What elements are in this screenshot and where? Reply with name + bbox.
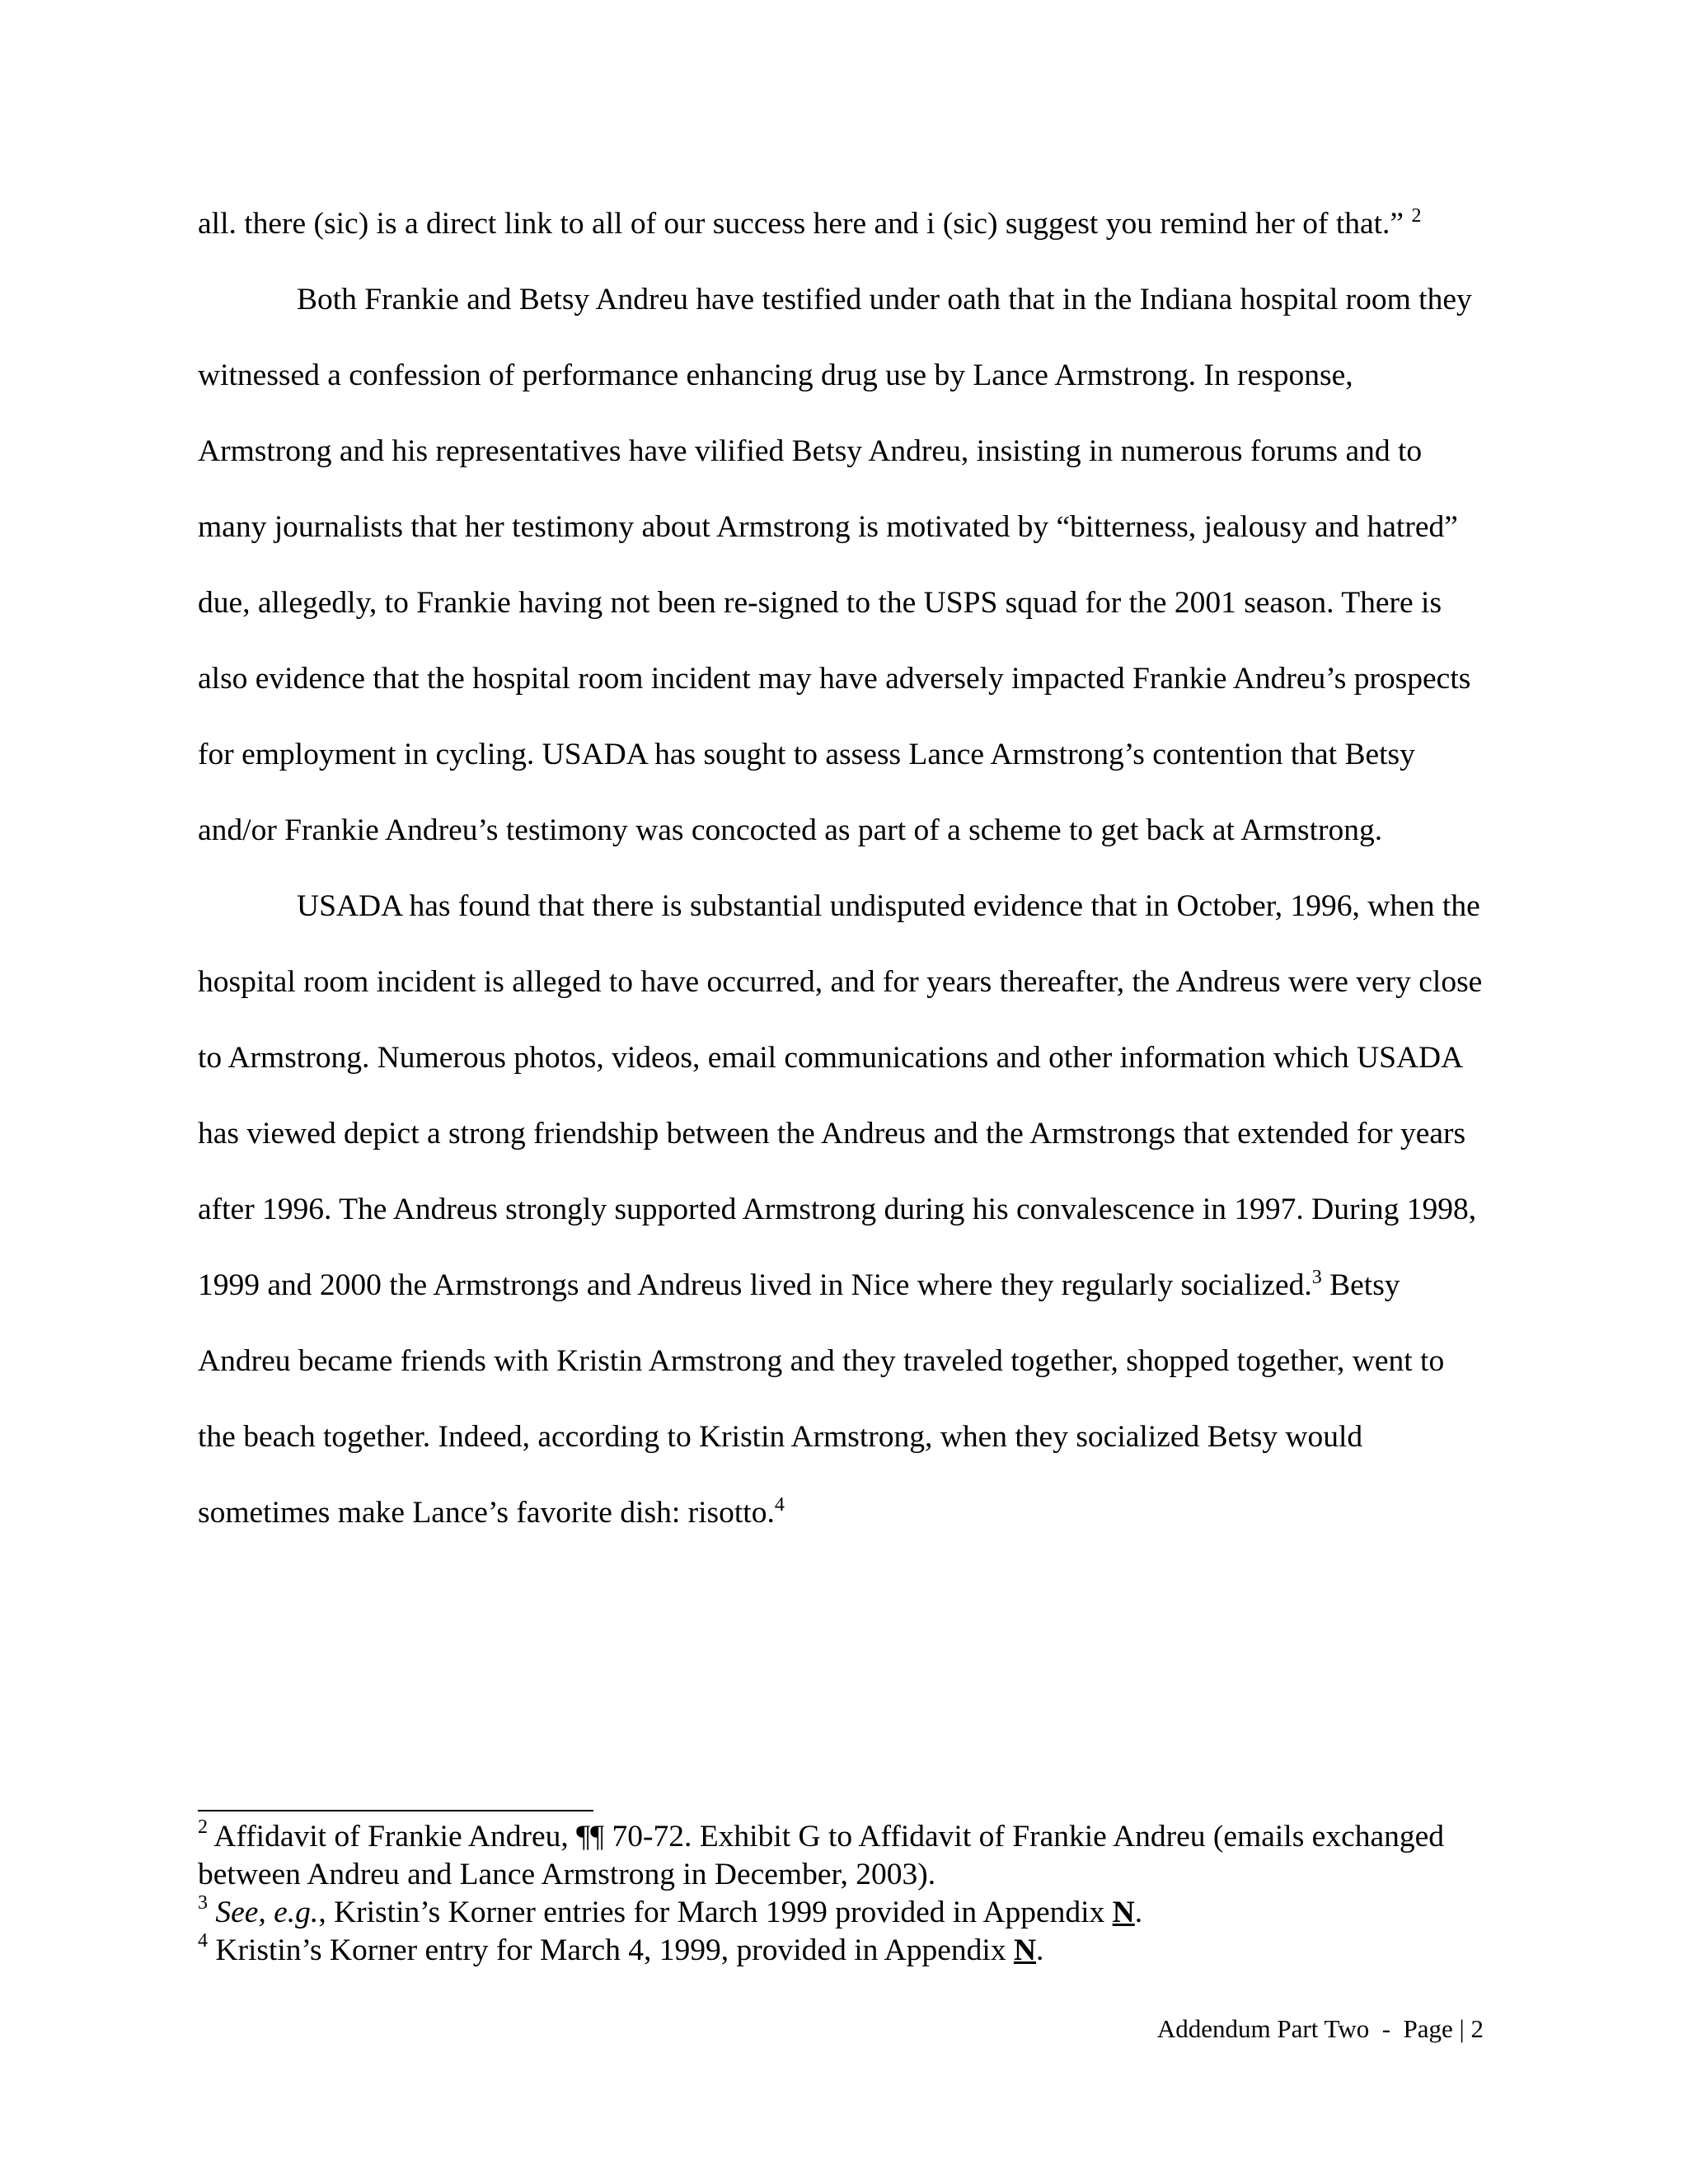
footnote-4	[198, 1932, 1484, 1970]
page-footer: Addendum Part Two - Page | 2	[1156, 2014, 1484, 2043]
footnote-text: Affidavit of Frankie Andreu, ¶¶ 70-72. Exhibit G to Affidavit of Frankie Andreu (emails exchanged between Andreu and Lance Armstrong in December, 2003).	[198, 1820, 1444, 1891]
paragraph-text: USADA has found that there is substantial undisputed evidence that in October, 1996, when the hospital room incident is alleged to have occurred, and for years thereafter, the Andreus were very close to Armstrong. Numerous photos, videos, email communications and other information which USADA has viewed depict a strong friendship between the Andreus and the Armstrongs that extended for years after 1996. The Andreus strongly supported Armstrong during his convalescence in 1997. During 1998, 1999 and 2000 the Armstrongs and Andreus lived in Nice where they regularly socialized.	[198, 889, 1483, 1302]
paragraph-testimony: Both Frankie and Betsy Andreu have testified under oath that in the Indiana hospital room they witnessed a confession of performance enhancing drug use by Lance Armstrong. In response, Armstrong and his representatives have vilified Betsy Andreu, insisting in numerous forums and to many journalists that her testimony about Armstrong is motivated by “bitterness, jealousy and hatred” due, allegedly, to Frankie having not been re-signed to the USPS squad for the 2001 season. There is also evidence that the hospital room incident may have adversely impacted Frankie Andreu’s prospects for employment in cycling. USADA has sought to assess Lance Armstrong’s contention that Betsy and/or Frankie Andreu’s testimony was concocted as part of a scheme to get back at Armstrong.	[198, 283, 1472, 847]
citation-signal: See, e.g.	[215, 1896, 319, 1929]
footnote-2	[198, 1818, 1484, 1894]
footnote-marker-2: 2	[1411, 205, 1422, 227]
paragraph-findings	[198, 869, 1484, 1551]
footnote-marker-4: 4	[774, 1494, 785, 1516]
footnotes	[198, 1818, 1484, 1970]
footnote-text: Kristin’s Korner entry for March 4, 1999, provided in Appendix	[208, 1933, 1014, 1967]
footnote-number: 2	[198, 1816, 208, 1838]
footnote-text: , Kristin’s Korner entries for March 1999 provided in Appendix	[318, 1896, 1113, 1929]
footnote-number: 4	[198, 1930, 208, 1952]
appendix-reference: N	[1013, 1933, 1037, 1967]
paragraph-text: Betsy Andreu became friends with Kristin Armstrong and they traveled together, shopped together, went to the beach together. Indeed, according to Kristin Armstrong, when they socialized Betsy would sometimes make Lance’s favorite dish: risotto.	[198, 1268, 1445, 1530]
footnote-separator	[198, 1810, 593, 1811]
footnote-period: .	[1134, 1896, 1143, 1929]
footnote-marker-3: 3	[1311, 1267, 1322, 1288]
footnote-3	[198, 1894, 1484, 1932]
body-text	[198, 186, 1484, 1551]
appendix-reference: N	[1112, 1896, 1135, 1929]
footnote-number: 3	[198, 1892, 208, 1914]
footnote-period: .	[1036, 1933, 1044, 1967]
paragraph-text: all. there (sic) is a direct link to all of our success here and i (sic) suggest you remind her of that.”	[198, 207, 1412, 241]
paragraph-quote-end	[198, 186, 1484, 262]
